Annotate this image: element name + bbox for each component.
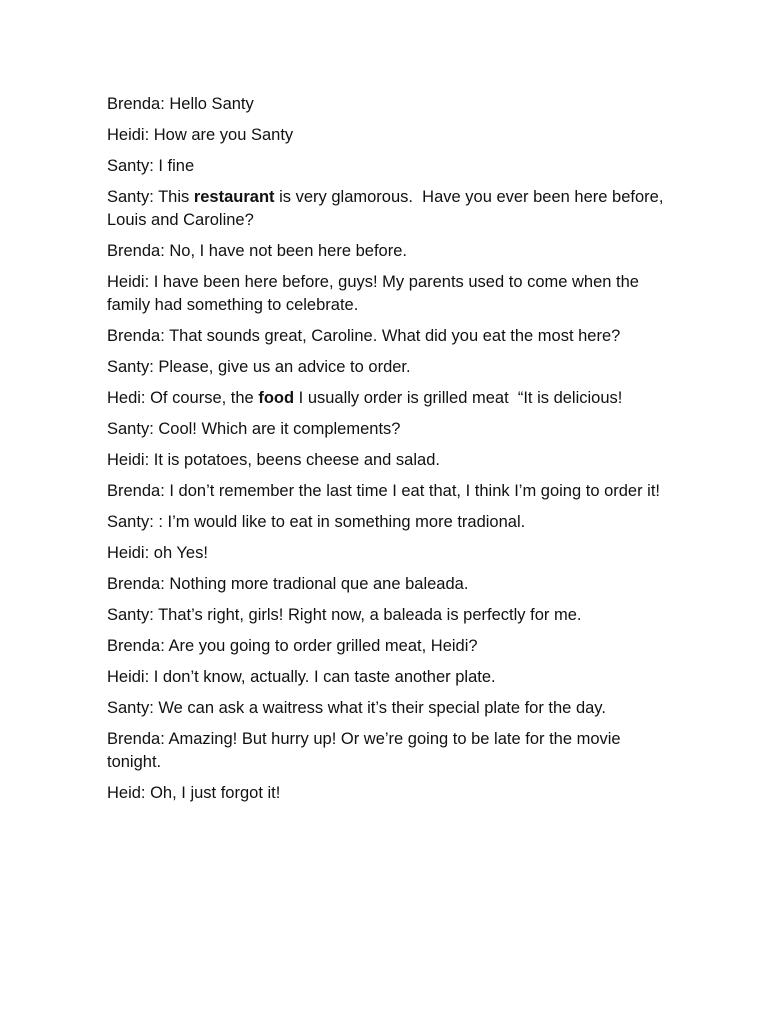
dialogue-line: Brenda: I don’t remember the last time I eat that, I think I’m going to order it!	[107, 482, 661, 500]
dialogue-line: Santy: : I’m would like to eat in something more tradional.	[107, 513, 526, 531]
dialogue-line: Santy: I fine	[107, 157, 195, 175]
dialogue-line: Heidi: oh Yes!	[107, 544, 208, 562]
dialogue-line: Brenda: No, I have not been here before.	[107, 242, 407, 260]
dialogue-line: Heidi: It is potatoes, beens cheese and salad.	[107, 451, 440, 469]
dialogue-line: Heid: Oh, I just forgot it!	[107, 784, 281, 802]
dialogue-line: Heidi: I don’t know, actually. I can taste another plate.	[107, 668, 496, 686]
dialogue-line: Brenda: Amazing! But hurry up! Or we’re going to be late for the movie tonight.	[107, 730, 626, 771]
dialogue-line: Brenda: Nothing more tradional que ane baleada.	[107, 575, 469, 593]
dialogue-line: Santy: Please, give us an advice to order.	[107, 358, 411, 376]
dialogue-line: Santy: We can ask a waitress what it’s their special plate for the day.	[107, 699, 606, 717]
dialogue-line: Santy: Cool! Which are it complements?	[107, 420, 401, 438]
dialogue-line: Santy: That’s right, girls! Right now, a baleada is perfectly for me.	[107, 606, 582, 624]
dialogue-line: Heidi: I have been here before, guys! My parents used to come when the family had something to celebrate.	[107, 273, 644, 314]
bold-word: food	[258, 389, 295, 407]
dialogue-line: Santy: This restaurant is very glamorous. Have you ever been here before, Louis and Caroline?	[107, 188, 668, 229]
dialogue-line: Hedi: Of course, the food I usually order is grilled meat “It is delicious!	[107, 389, 623, 407]
dialogue-line: Heidi: How are you Santy	[107, 126, 294, 144]
dialogue-line: Brenda: That sounds great, Caroline. What did you eat the most here?	[107, 327, 621, 345]
bold-word: restaurant	[193, 188, 275, 206]
dialogue-line: Brenda: Are you going to order grilled meat, Heidi?	[107, 637, 478, 655]
dialogue-body	[107, 93, 667, 813]
dialogue-line: Brenda: Hello Santy	[107, 95, 254, 113]
